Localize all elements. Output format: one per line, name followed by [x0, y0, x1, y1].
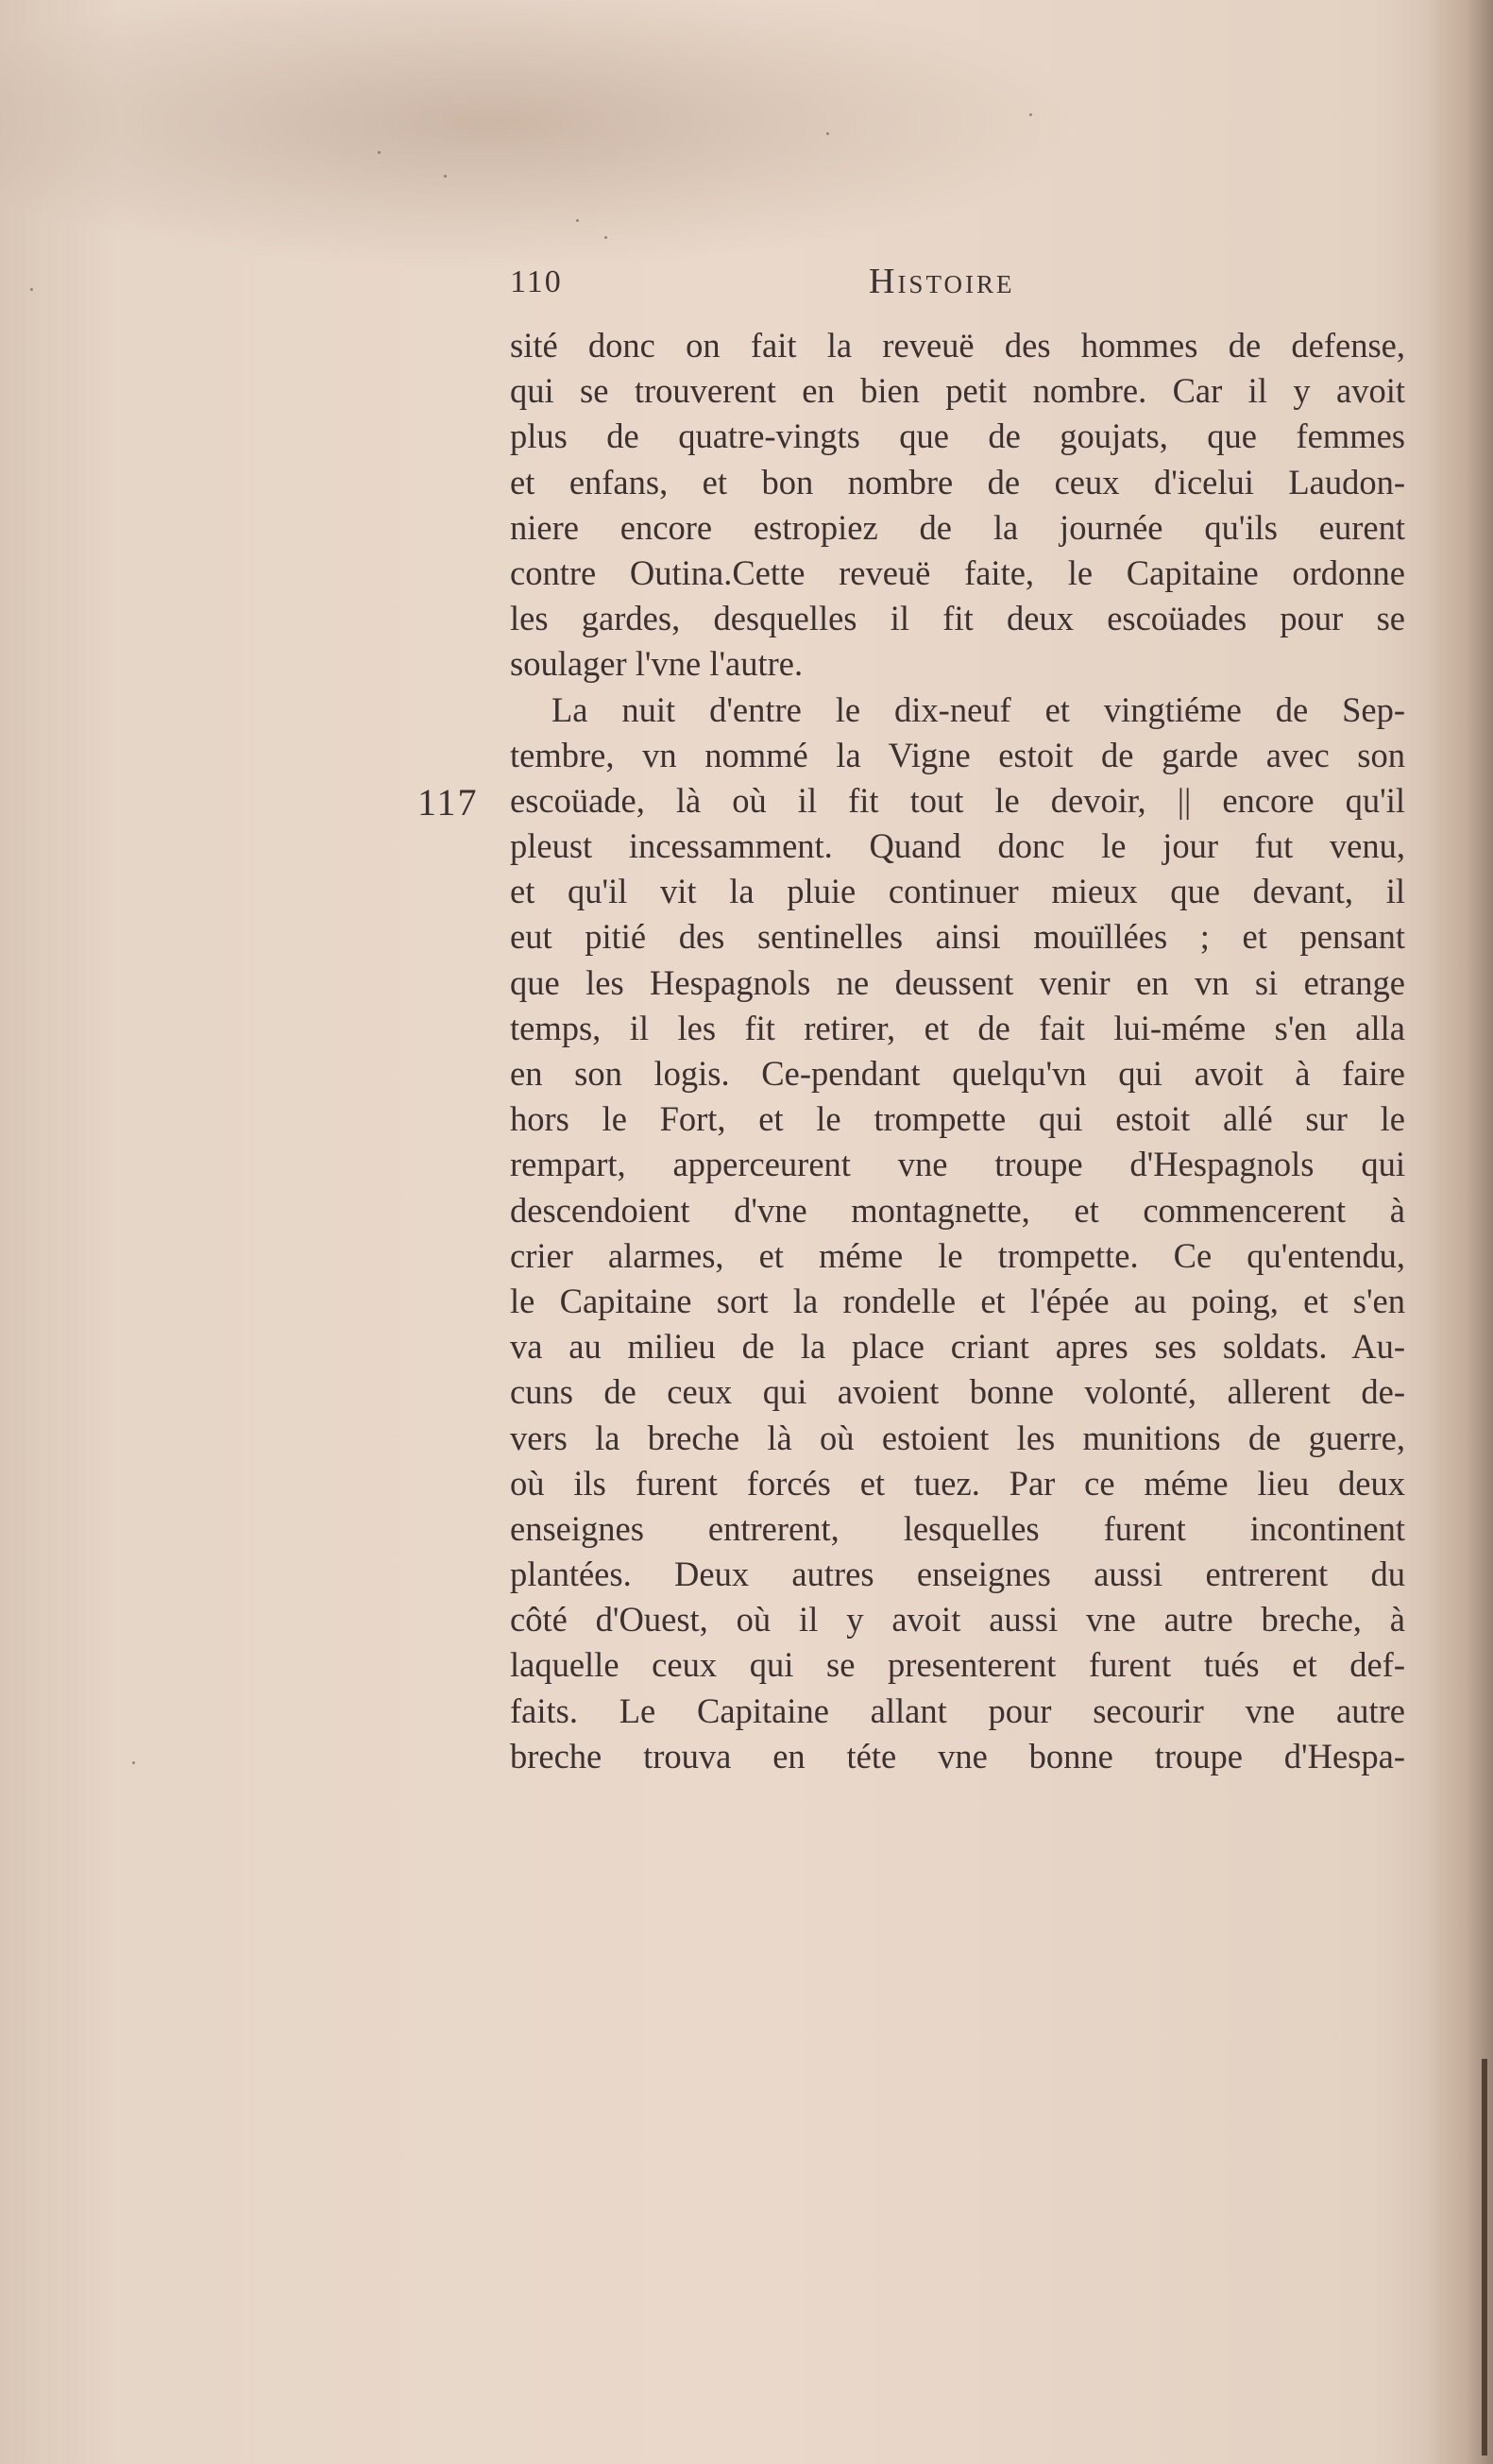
text-line: hors le Fort, et le trompette qui estoit allé sur le: [510, 1099, 1405, 1139]
text-line: temps, il les fit retirer, et de fait lui-méme s'en alla: [510, 1008, 1405, 1047]
text-line: où ils furent forcés et tuez. Par ce méme lieu deux: [510, 1463, 1405, 1503]
body-text: [510, 323, 1405, 1779]
speck: [132, 1761, 135, 1764]
text-line: en son logis. Ce-pendant quelqu'vn qui avoit à faire: [510, 1054, 1405, 1093]
text-line: et qu'il vit la pluie continuer mieux que devant, il: [510, 872, 1405, 911]
text-line: que les Hespagnols ne deussent venir en vn si etrange: [510, 962, 1405, 1002]
text-line: le Capitaine sort la rondelle et l'épée au poing, et s'en: [510, 1281, 1405, 1320]
text-line: qui se trouverent en bien petit nombre. Car il y avoit: [510, 371, 1405, 411]
text-line: La nuit d'entre le dix-neuf et vingtiéme de Sep-: [551, 689, 1405, 729]
text-line: contre Outina.Cette reveuë faite, le Capitaine ordonne: [510, 552, 1405, 592]
text-line: pleust incessamment. Quand donc le jour fut venu,: [510, 826, 1405, 866]
text-line: soulager l'vne l'autre.: [510, 644, 804, 684]
text-line: breche trouva en téte vne bonne troupe d'Hespa-: [510, 1736, 1405, 1776]
text-line: côté d'Ouest, où il y avoit aussi vne autre breche, à: [510, 1600, 1405, 1640]
text-line: eut pitié des sentinelles ainsi mouïllées ; et pensant: [510, 917, 1405, 957]
binding-mark: [1482, 2059, 1487, 2456]
text-line: cuns de ceux qui avoient bonne volonté, allerent de-: [510, 1372, 1405, 1412]
text-line: escoüade, là où il fit tout le devoir, || encore qu'il: [510, 780, 1405, 820]
text-line: rempart, apperceurent vne troupe d'Hespagnols qui: [510, 1145, 1405, 1184]
text-line: tembre, vn nommé la Vigne estoit de garde avec son: [510, 735, 1405, 774]
page-number: 110: [510, 264, 563, 299]
text-line: les gardes, desquelles il fit deux escoüades pour se: [510, 599, 1405, 638]
text-line: vers la breche là où estoient les munitions de guerre,: [510, 1418, 1405, 1457]
text-line: laquelle ceux qui se presenterent furent tués et def-: [510, 1645, 1405, 1685]
text-line: plantées. Deux autres enseignes aussi entrerent du: [510, 1555, 1405, 1594]
text-line: enseignes entrerent, lesquelles furent incontinent: [510, 1508, 1405, 1548]
speck: [378, 151, 381, 154]
running-head: [510, 264, 1454, 312]
text-line: niere encore estropiez de la journée qu'ils eurent: [510, 507, 1405, 547]
text-line: et enfans, et bon nombre de ceux d'icelui Laudon-: [510, 462, 1405, 501]
speck: [604, 236, 607, 239]
running-title: Histoire: [869, 262, 1015, 301]
text-line: descendoient d'vne montagnette, et commencerent à: [510, 1190, 1405, 1230]
text-line: va au milieu de la place criant apres ses soldats. Au-: [510, 1327, 1405, 1367]
speck: [1029, 113, 1032, 116]
speck: [826, 132, 829, 135]
text-line: crier alarmes, et méme le trompette. Ce qu'entendu,: [510, 1235, 1405, 1275]
margin-reference-number: 117: [417, 781, 479, 824]
speck: [444, 175, 447, 178]
text-line: sité donc on fait la reveuë des hommes de defense,: [510, 326, 1405, 365]
text-line: plus de quatre-vingts que de goujats, que femmes: [510, 416, 1405, 456]
speck: [576, 219, 579, 222]
text-line: faits. Le Capitaine allant pour secourir vne autre: [510, 1691, 1405, 1730]
speck: [30, 288, 33, 291]
